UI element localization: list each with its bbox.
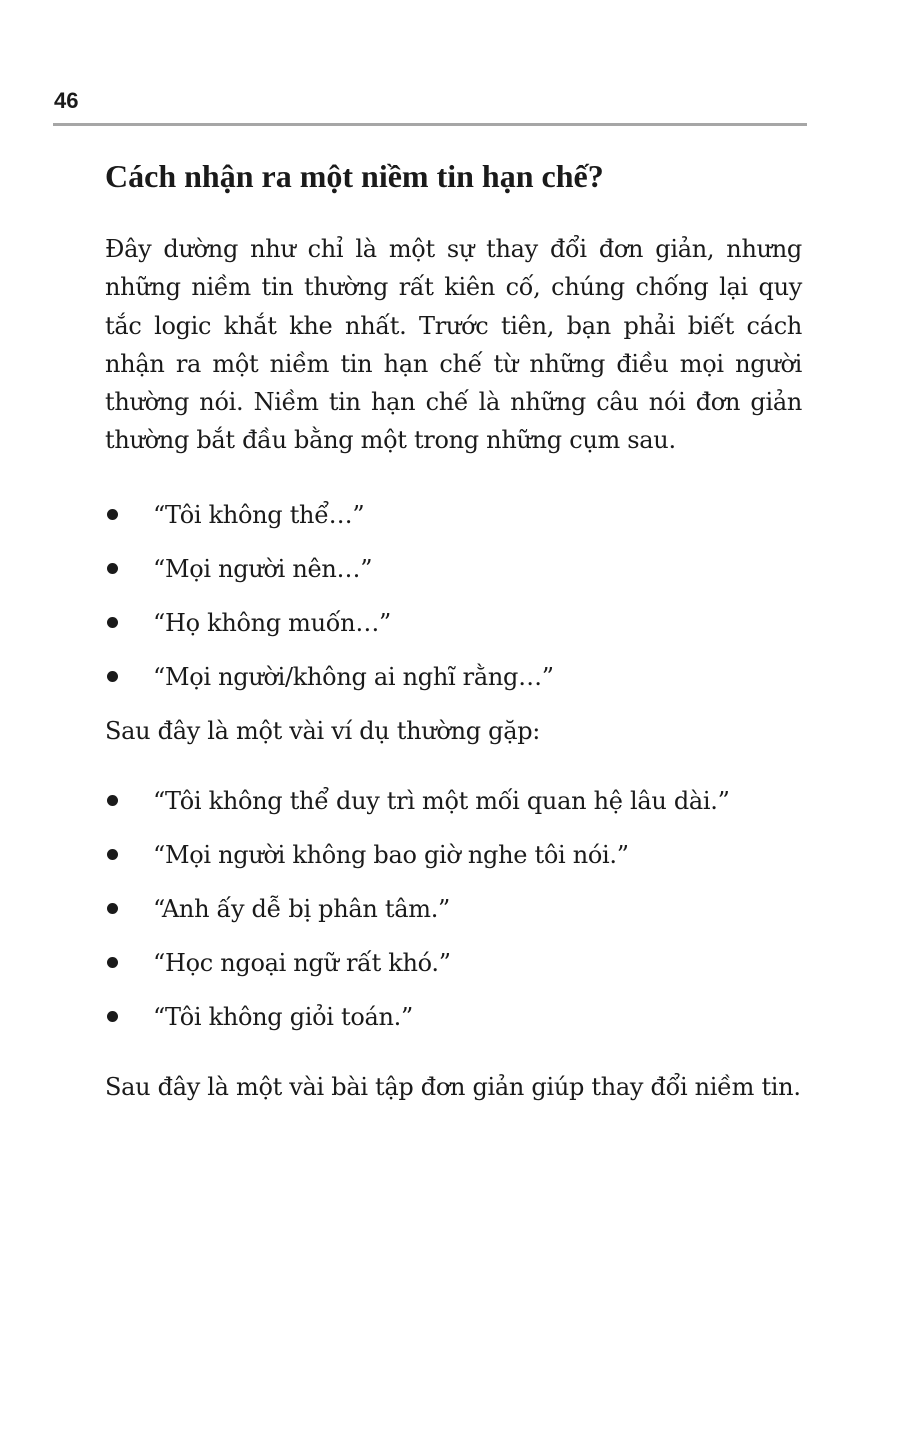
list-item: [105, 836, 802, 890]
list-item: [105, 604, 802, 658]
bullet-icon: [107, 509, 118, 520]
page-content: [105, 152, 802, 1106]
section-title: Cách nhận ra một niềm tin hạn chế?: [105, 158, 604, 194]
bullet-icon: [107, 1011, 118, 1022]
header-divider: [53, 123, 807, 126]
list-item-text: “Anh ấy dễ bị phân tâm.”: [153, 895, 450, 924]
intro-paragraph: Đây dường như chỉ là một sự thay đổi đơn giản, nhưng những niềm tin thường rất kiên cố, chúng chống lại quy tắc logic khắt khe nhất. Trước tiên, bạn phải biết cách nhận ra một niềm tin hạn chế từ những điều mọi người thường nói. Niềm tin hạn chế là những câu nói đơn giản thường bắt đầu bằng một trong những cụm sau.: [105, 235, 802, 455]
list-item: [105, 890, 802, 944]
bullet-icon: [107, 563, 118, 574]
list-item: [105, 998, 802, 1052]
list-item: [105, 944, 802, 998]
list-item-text: “Họ không muốn…”: [153, 608, 392, 637]
page-number: 46: [54, 88, 79, 113]
bullet-icon: [107, 617, 118, 628]
list-item-text: “Mọi người nên…”: [153, 554, 373, 583]
phrase-list: [105, 496, 802, 712]
list-item: [105, 658, 802, 712]
outro-paragraph: Sau đây là một vài bài tập đơn giản giúp thay đổi niềm tin.: [105, 1073, 801, 1102]
bullet-icon: [107, 903, 118, 914]
list-item: [105, 550, 802, 604]
list-item: [105, 782, 802, 836]
list-item-text: “Tôi không thể duy trì một mối quan hệ lâu dài.”: [153, 787, 730, 816]
list-item: [105, 496, 802, 550]
bullet-icon: [107, 849, 118, 860]
list-item-text: “Học ngoại ngữ rất khó.”: [153, 949, 451, 978]
bullet-icon: [107, 671, 118, 682]
list-item-text: “Mọi người/không ai nghĩ rằng…”: [153, 662, 554, 691]
bullet-icon: [107, 795, 118, 806]
examples-label: Sau đây là một vài ví dụ thường gặp:: [105, 716, 541, 745]
list-item-text: “Tôi không giỏi toán.”: [153, 1003, 413, 1032]
bullet-icon: [107, 957, 118, 968]
example-list: [105, 782, 802, 1052]
list-item-text: “Mọi người không bao giờ nghe tôi nói.”: [153, 841, 629, 870]
list-item-text: “Tôi không thể…”: [153, 500, 365, 529]
